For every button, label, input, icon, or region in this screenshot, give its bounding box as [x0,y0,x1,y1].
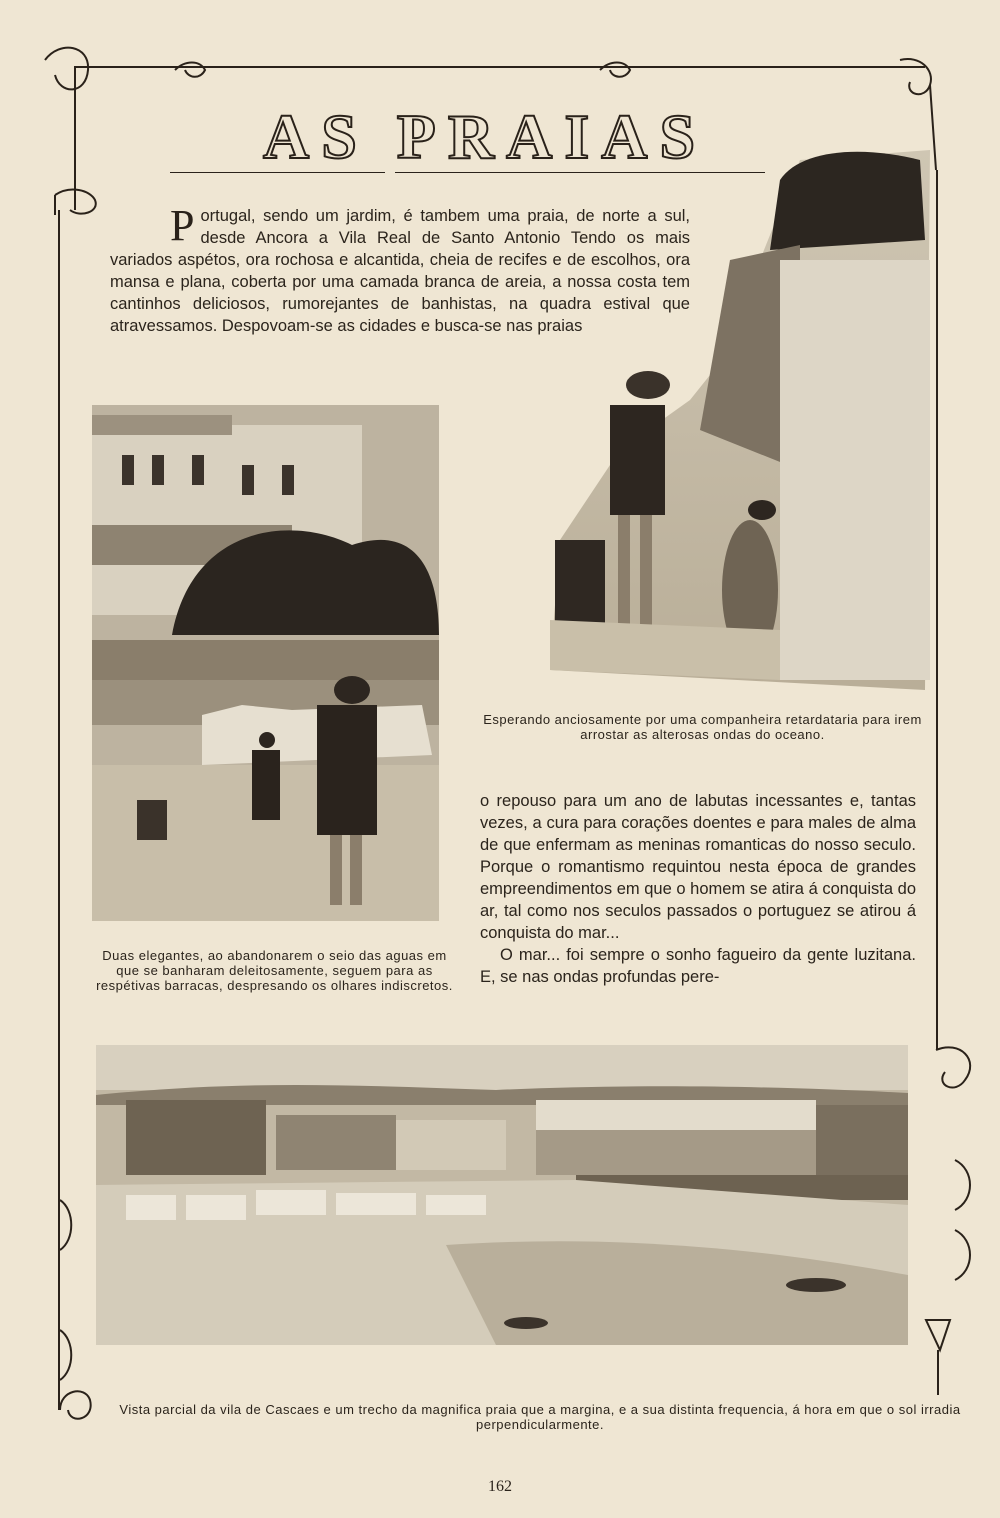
caption-bottom: Vista parcial da vila de Cascaes e um trecho da magnifica praia que a margina, e a sua distinta frequencia, á hora em que o sol irradia perpendicularmente. [119,1402,961,1432]
page-title: AS PRAIAS [262,101,708,172]
caption-left: Duas elegantes, ao abandonarem o seio das aguas em que se banharam deleitosamente, seguem para as respétivas barracas, despresando os olhares indiscretos. [96,948,453,993]
photo-bathers-waiting [500,150,940,690]
title-rule-left [170,172,385,173]
body-text-column [480,790,916,988]
intro-text: ortugal, sendo um jardim, é tambem uma praia, de norte a sul, desde Ancora a Vila Real de Santo Antonio Tendo os mais variados aspétos, ora rochosa e alcantida, cheia de recifes e de escolhos, ora mansa e plana, coberta por uma camada branca de areia, a nossa costa tem cantinhos deliciosos, rumorejantes de banhistas, na quadra estival que atravessamos. Despovoam-se as cidades e busca-se nas praias [110,207,690,335]
caption-top-right: Esperando anciosamente por uma companheira retardataria para irem arrostar as alterosas ondas do oceano. [483,712,922,742]
page-number: 162 [488,1478,512,1495]
drop-cap: P [170,201,195,250]
body-paragraph-1: o repouso para um ano de labutas incessantes e, tantas vezes, a cura para corações doentes e para males de alma de que enfermam as meninas romanticas do nosso seculo. Porque o romantismo requintou nesta época de grandes empreendimentos em que o homem se atira á conquista do ar, tal como nos seculos passados o portuguez se atirou á conquista do mar... [480,792,916,942]
photo-two-elegant-ladies [92,405,439,921]
photo-cascais-beach [96,1045,908,1345]
body-paragraph-2: O mar... foi sempre o sonho fagueiro da gente luzitana. E, se nas ondas profundas pere- [480,946,916,986]
